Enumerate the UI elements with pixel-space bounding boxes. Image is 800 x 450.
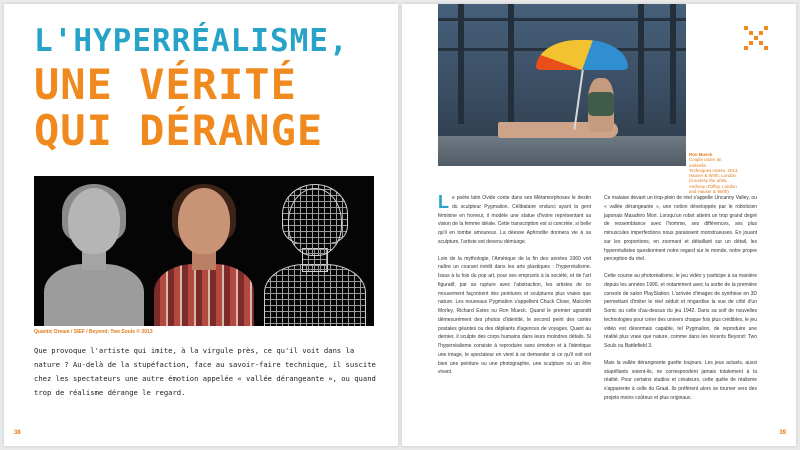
column1-paragraph-1: Le poète latin Ovide conte dans ses Métamorphoses le destin du sculpteur Pygmalion. Célibataire endurci ayant la gent féminine en horreur, il modèle une statue d'ivoire représentant sa vision de la femme idéale. Cette transcription est si concrète, si belle qu'il en tombe amoureux. La déesse Aphrodite donnera vie à sa sculpture, l'artiste est devenu démiurge. <box>438 192 591 245</box>
right-image-caption: Ron Mueck Couple under an umbrella Techniques mixtes, 2013, Hauser & Wirth, London. (Courtesy the artist, Anthony d'Offay, London and Hauser & Wirth) <box>689 152 739 195</box>
title-line-1: L'HYPERRÉALISME, <box>34 23 349 59</box>
column1-paragraph-2: Loin de la mythologie, l'Amérique de la fin des années 1960 voit naître un courant inédit dans les arts plastiques : l'hyperréalisme. Issus à la fois du pop art, pour ses emprunts à la société, et de l'art figuratif, par sa rupture avec l'abstraction, les artistes de ce mouvement façonnent des peintures et sculptures plus vraies que nature. Les nouveaux Pygmalion s'appellent Chuck Close, Malcolm Morley, Richard Estes ou Ron Mueck. Quand le premier agrandit démesurément des photos d'identité, le second peint des cartes postales géantes ou des dépliants d'agences de voyages. Quant au dernier, il sculpte des corps humains dans leurs moindres détails. Si l'hyperréalisme consiste à reproduire sans émotion et à l'identique une image, le spectateur en vient à se demander si ce qu'il voit est bien une peinture ou une photographie, une sculpture ou un être vivant. <box>438 255 591 376</box>
page-number-right: 39 <box>779 430 786 436</box>
intro-quote: Que provoque l'artiste qui imite, à la virgule près, ce qu'il voit dans la nature ? Au-delà de la stupéfaction, face au savoir-faire technique, il suscite chez les spectateurs une autre émotion appelée « vallée dérangeante », ou quand trop de réalisme dérange le regard. <box>34 346 376 397</box>
right-page <box>402 4 796 446</box>
article-column-1 <box>438 194 591 385</box>
column2-paragraph-1: Ce malaise devant un trop-plein de réel s'appelle Uncanny Valley, ou « vallée dérangeante », une notion développée par le roboticien japonais Masahiro Mori. Lorsqu'un robot atteint un trop grand degré de ressemblance avec l'homme, ses différences, ses plus minuscules imperfections nous paraissent monstrueuses. En jouant sur les proportions, en zoomant et détaillant sur un détail, les hyperréalistes questionnent notre regard sur le monde, notre propre perception du réel. <box>604 195 757 263</box>
gallery-floor <box>438 136 686 166</box>
sculpture-photo <box>438 4 686 166</box>
title-line-2: UNE VÉRITÉ <box>34 60 297 109</box>
left-image-caption: Quantic Dream / SIEF / Beyond: Two Souls © 2013 <box>34 329 153 335</box>
beach-umbrella <box>536 40 628 70</box>
column2-paragraph-2: Cette course au photoréalisme, le jeu vidéo y participe à sa manière depuis les années 1990, et notamment avec la sortie de la première console de salon PlayStation. L'arrivée d'images de synthèse en 3D permettant d'imiter le réel séduit et ringardise la vue de côté d'un Sonic ou celle d'au-dessus du jeu 1942. Dans sa soif de nouvelles technologies pour créer des univers chaque fois plus crédibles, le jeu vidéo est désormais capable, tel Pygmalion, de reproduire une réalité plus vraie que nature, comme dans les récents Beyond: Two Souls ou Battlefield 3. <box>604 273 757 349</box>
article-column-2 <box>604 194 757 411</box>
wireframe-render-figure <box>264 188 364 326</box>
title-line-3: QUI DÉRANGE <box>34 106 324 155</box>
grey-render-figure <box>44 188 144 326</box>
page-number-left: 38 <box>14 430 21 436</box>
game-characters-image <box>34 176 374 326</box>
dropcap: L <box>438 192 449 212</box>
pixel-x-logo <box>744 26 768 50</box>
column2-paragraph-3: Mais la vallée dérangeante guette toujours. Les jeux actuels, aussi stupéfiants soient-ils, ne correspondent jamais totalement à la réalité. Pour certains studios et créateurs, cette quête de réalisme s'apparente à celle du Graal. Ils préfèrent alors se tourner vers des projets moins coûteux et plus originaux. <box>604 359 757 401</box>
left-page <box>4 4 398 446</box>
textured-render-figure <box>154 188 254 326</box>
